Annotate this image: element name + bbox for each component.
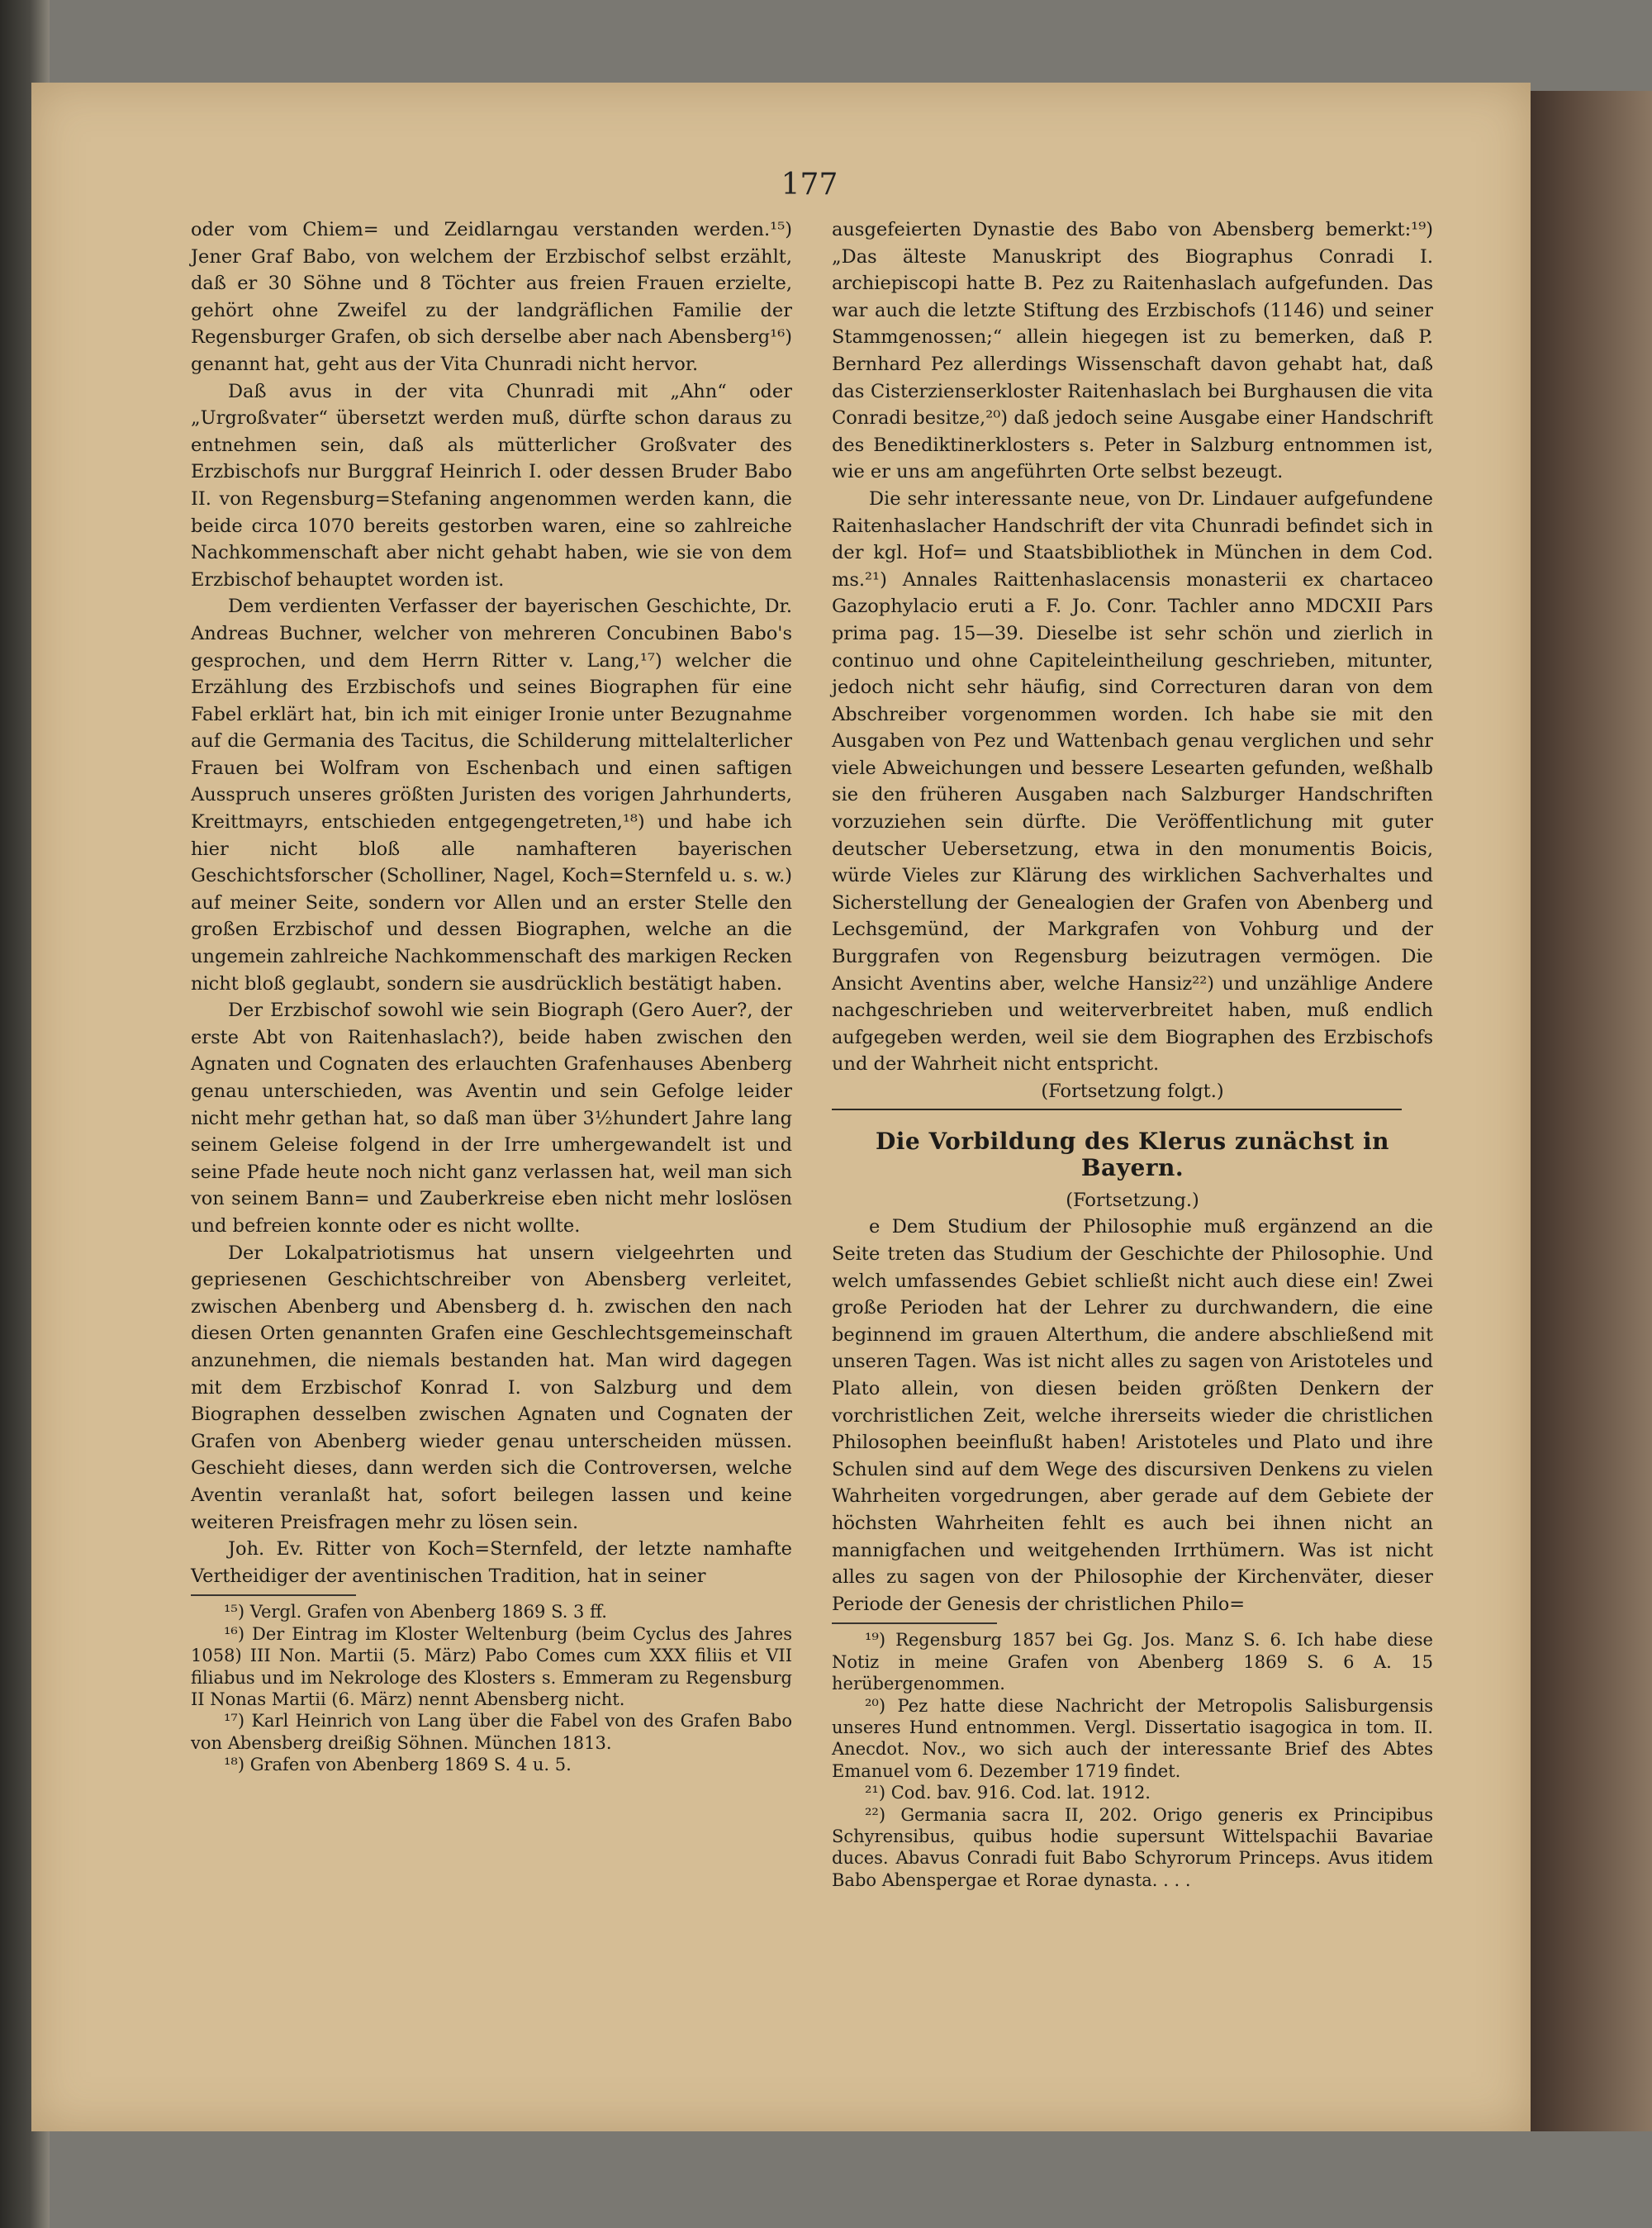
- footnote: ¹⁷) Karl Heinrich von Lang über die Fabel von des Grafen Babo von Abensberg dreißig Söhnen. München 1813.: [191, 1711, 792, 1753]
- paragraph: e Dem Studium der Philosophie muß ergänzend an die Seite treten das Studium der Geschichte der Philosophie. Und welch umfassendes Gebiet schließt nicht auch diese ein! Zwei große Perioden hat der Lehrer zu durchwandern, die eine beginnend im grauen Alterthum, die andere abschließend mit unseren Tagen. Was ist nicht alles zu sagen von Aristoteles und Plato allein, von diesen beiden größten Denkern der vorchristlichen Zeit, welche ihrerseits wieder die christlichen Philosophen beeinflußt haben! Aristoteles und Plato und ihre Schulen sind auf dem Wege des discursiven Denkens zu vielen Wahrheiten vorgedrungen, aber gerade auf dem Gebiete der höchsten Wahrheiten fehlt es auch bei ihnen nicht an mannigfachen und weitgehenden Irrthümern. Was ist nicht alles zu sagen von der Philosophie der Kirchenväter, dieser Periode der Genesis der christlichen Philo=: [832, 1216, 1433, 1615]
- footnote: ²²) Germania sacra II, 202. Origo generis ex Principibus Schyrensibus, quibus hodie supersunt Wittelspachii Bavariae duces. Abavus Conradi fuit Babo Schyrorum Princeps. Avus itidem Babo Abenspergae et Rorae dynasta. . . .: [832, 1804, 1433, 1890]
- book-cover-edge: [1520, 91, 1652, 2131]
- continued-note: (Fortsetzung folgt.): [1041, 1081, 1224, 1102]
- paragraph: Die sehr interessante neue, von Dr. Lindauer aufgefundene Raitenhaslacher Handschrift der vita Chunradi befindet sich in der kgl. Hof= und Staatsbibliothek in München in dem Cod. ms.²¹) Annales Raittenhaslacensis monasterii ex chartaceo Gazophylacio eruti a F. Jo. Conr. Tachler anno MDCXII Pars prima pag. 15—39. Dieselbe ist sehr schön und zierlich in continuo und ohne Capiteleintheilung geschrieben, mitunter, jedoch nicht sehr häufig, sind Correcturen daran von dem Abschreiber vorgenommen worden. Ich habe sie mit den Ausgaben von Pez und Wattenbach genau verglichen und sehr viele Abweichungen und bessere Lesearten gefunden, weßhalb sie den früheren Ausgaben nach Salzburger Handschriften vorzuziehen sein dürfte. Die Veröffentlichung mit guter deutscher Uebersetzung, etwa in den monumentis Boicis, würde Vieles zur Klärung des wirklichen Sachverhaltes und Sicherstellung der Genealogien der Grafen von Abenberg und Lechsgemünd, der Markgrafen von Vohburg und der Burggrafen von Regensburg beizutragen vermögen. Die Ansicht Aventins aber, welche Hansiz²²) und unzählige Andere nachgeschrieben und weiterverbreitet haben, muß endlich aufgegeben werden, weil sie dem Biographen des Erzbischofs und der Wahrheit nicht entspricht.: [832, 487, 1433, 1076]
- footnote: ²¹) Cod. bav. 916. Cod. lat. 1912.: [865, 1783, 1151, 1803]
- left-column: [191, 216, 792, 1776]
- paragraph: Joh. Ev. Ritter von Koch=Sternfeld, der letzte namhafte Vertheidiger der aventinischen Tradition, hat in seiner: [191, 1538, 792, 1587]
- footnote: ¹⁸) Grafen von Abenberg 1869 S. 4 u. 5.: [224, 1755, 572, 1775]
- footnote: ¹⁹) Regensburg 1857 bei Gg. Jos. Manz S. 6. Ich habe diese Notiz in meine Grafen von Abenberg 1869 S. 6 A. 15 herübergenommen.: [832, 1630, 1433, 1694]
- paragraph: Daß avus in der vita Chunradi mit „Ahn“ oder „Urgroßvater“ übersetzt werden muß, dürfte schon daraus zu entnehmen sein, daß als mütterlicher Großvater des Erzbischofs nur Burggraf Heinrich I. oder dessen Bruder Babo II. von Regensburg=Stefaning angenommen werden kann, die beide circa 1070 bereits gestorben waren, eine so zahlreiche Nachkommenschaft aber nicht gehabt haben, wie sie von dem Erzbischof behauptet worden ist.: [191, 380, 792, 591]
- paragraph: Der Lokalpatriotismus hat unsern vielgeehrten und gepriesenen Geschichtschreiber von Abensberg verleitet, zwischen Abenberg und Abensberg d. h. zwischen den nach diesen Orten genannten Grafen eine Geschlechtsgemeinschaft anzunehmen, die niemals bestanden hat. Man wird dagegen mit dem Erzbischof Konrad I. von Salzburg und dem Biographen desselben zwischen Agnaten und Cognaten der Grafen von Abenberg wieder genau unterscheiden müssen. Geschieht dieses, dann werden sich die Controversen, welche Aventin veranlaßt hat, sofort beilegen lassen und keine weiteren Preisfragen mehr zu lösen sein.: [191, 1242, 792, 1533]
- article-subtitle: (Fortsetzung.): [1066, 1189, 1199, 1211]
- footnote: ¹⁵) Vergl. Grafen von Abenberg 1869 S. 3 ff.: [224, 1602, 607, 1622]
- paragraph: Der Erzbischof sowohl wie sein Biograph (Gero Auer?, der erste Abt von Raitenhaslach?), beide haben zwischen den Agnaten und Cognaten des erlauchten Grafenhauses Abenberg genau unterschieden, was Aventin und sein Gefolge leider nicht mehr gethan hat, so daß man über 3½hundert Jahre lang seinem Geleise folgend in der Irre umhergewandelt ist und seine Pfade heute noch nicht ganz verlassen hat, weil man sich von seinem Bann= und Zauberkreise eben nicht mehr loslösen und befreien konnte oder es nicht wollte.: [191, 1000, 792, 1237]
- article-title: Die Vorbildung des Klerus zunächst in Bayern.: [876, 1127, 1389, 1182]
- right-column: [832, 216, 1433, 1891]
- footnote: ¹⁶) Der Eintrag im Kloster Weltenburg (beim Cyclus des Jahres 1058) III Non. Martii (5. März) Pabo Comes cum XXX filiis et VII filiabus und im Nekrologe des Klosters s. Emmeram zu Regensburg II Nonas Martii (6. März) nennt Abensberg nicht.: [191, 1623, 792, 1709]
- footnote: ²⁰) Pez hatte diese Nachricht der Metropolis Salisburgensis unseres Hund entnommen. Vergl. Dissertatio isagogica in tom. II. Anecdot. Nov., wo sich auch der interessante Brief des Abtes Emanuel vom 6. Dezember 1719 findet.: [832, 1695, 1433, 1781]
- footnotes: [191, 1601, 792, 1775]
- section-rule: [832, 1109, 1402, 1110]
- paragraph: oder vom Chiem= und Zeidlarngau verstanden werden.¹⁵) Jener Graf Babo, von welchem der Erzbischof selbst erzählt, daß er 30 Söhne und 8 Töchter aus freien Frauen erzielte, gehört ohne Zweifel zu der landgräflichen Familie der Regensburger Grafen, ob sich derselbe aber nach Abensberg¹⁶) genannt hat, geht aus der Vita Chunradi nicht hervor.: [191, 219, 792, 375]
- paragraph: Dem verdienten Verfasser der bayerischen Geschichte, Dr. Andreas Buchner, welcher von mehreren Concubinen Babo's gesprochen, und dem Herrn Ritter v. Lang,¹⁷) welcher die Erzählung des Erzbischofs und seines Biographen für eine Fabel erklärt hat, bin ich mit einiger Ironie unter Bezugnahme auf die Germania des Tacitus, die Schilderung mittelalterlicher Frauen bei Wolfram von Eschenbach und einen saftigen Ausspruch unseres größten Juristen des vorigen Jahrhunderts, Kreittmayrs, entschieden entgegengetreten,¹⁸) und habe ich hier nicht bloß alle namhafteren bayerischen Geschichtsforscher (Scholliner, Nagel, Koch=Sternfeld u. s. w.) auf meiner Seite, sondern vor Allen und an erster Stelle den großen Erzbischof und dessen Biographen, welche an die ungemein zahlreiche Nachkommenschaft des markigen Recken nicht bloß geglaubt, sondern sie ausdrücklich bestätigt haben.: [191, 596, 792, 995]
- footnotes: [832, 1629, 1433, 1891]
- footnote-separator: [832, 1622, 997, 1624]
- footnote-separator: [191, 1594, 356, 1596]
- page-number: 177: [781, 168, 838, 202]
- paragraph: ausgefeierten Dynastie des Babo von Abensberg bemerkt:¹⁹) „Das älteste Manuskript des Biographus Conradi I. archiepiscopi hatte B. Pez zu Raitenhaslach aufgefunden. Das war auch die letzte Stiftung des Erzbischofs (1146) und seiner Stammgenossen;“ allein hiegegen ist zu bemerken, daß P. Bernhard Pez allerdings Wissenschaft davon gehabt hat, daß das Cisterzienserkloster Raitenhaslach bei Burghausen die vita Conradi besitze,²⁰) daß jedoch seine Ausgabe einer Handschrift des Benediktinerklosters s. Peter in Salzburg entnommen ist, wie er uns am angeführten Orte selbst bezeugt.: [832, 219, 1433, 483]
